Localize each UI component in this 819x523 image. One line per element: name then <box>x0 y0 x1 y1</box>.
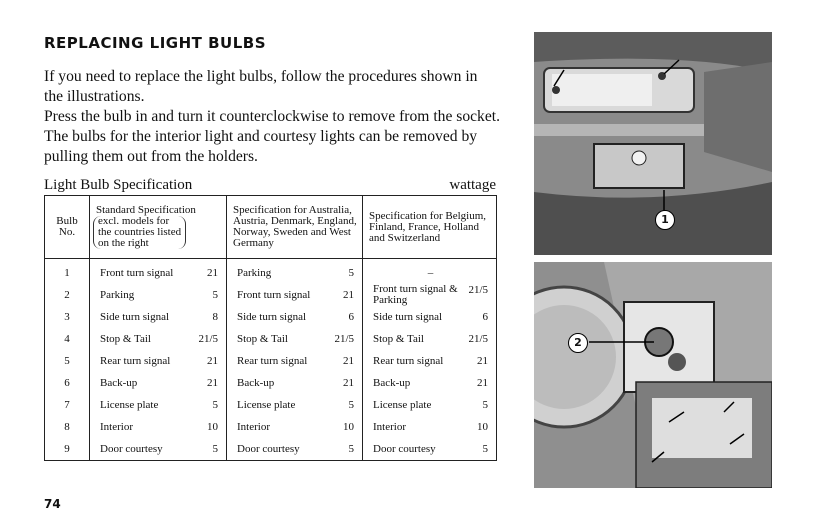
spec-heading-row <box>44 177 496 194</box>
bulb-number: 2 <box>45 284 90 306</box>
australia-wattage: 21 <box>343 377 354 389</box>
standard-wattage: 10 <box>207 421 218 433</box>
table-row <box>45 350 497 372</box>
table-row <box>45 328 497 350</box>
standard-bulb-name: Interior <box>100 421 133 433</box>
belgium-cell <box>363 372 497 394</box>
standard-wattage: 5 <box>212 289 218 301</box>
table-row <box>45 306 497 328</box>
table-row <box>45 394 497 416</box>
belgium-wattage: 21 <box>477 377 488 389</box>
rear-lamp-photo <box>534 262 772 488</box>
belgium-cell <box>363 350 497 372</box>
australia-wattage: 5 <box>348 267 354 279</box>
australia-cell <box>227 416 363 438</box>
australia-bulb-name: Stop & Tail <box>237 333 288 345</box>
belgium-wattage: 5 <box>482 443 488 455</box>
belgium-wattage: 5 <box>482 399 488 411</box>
header-australia: Specification for Australia, Austria, Denmark, England, Norway, Sweden and West Germany <box>227 196 363 259</box>
belgium-cell <box>363 328 497 350</box>
standard-cell <box>90 372 227 394</box>
australia-bulb-name: Back-up <box>237 377 275 389</box>
table-header-row <box>45 196 497 259</box>
belgium-bulb-name: Stop & Tail <box>373 333 424 345</box>
belgium-wattage: 10 <box>477 421 488 433</box>
australia-wattage: 5 <box>348 443 354 455</box>
australia-bulb-name: Side turn signal <box>237 311 307 323</box>
standard-bulb-name: Front turn signal <box>100 267 174 279</box>
callout-1: 1 <box>655 210 675 230</box>
standard-wattage: 21 <box>207 355 218 367</box>
belgium-cell <box>363 438 497 461</box>
australia-cell <box>227 284 363 306</box>
australia-wattage: 21 <box>343 355 354 367</box>
table-row <box>45 284 497 306</box>
standard-cell <box>90 284 227 306</box>
standard-cell <box>90 259 227 285</box>
australia-cell <box>227 328 363 350</box>
australia-cell <box>227 350 363 372</box>
standard-cell <box>90 350 227 372</box>
australia-bulb-name: Rear turn signal <box>237 355 308 367</box>
bulb-number: 9 <box>45 438 90 461</box>
belgium-bulb-name: Side turn signal <box>373 311 443 323</box>
belgium-bulb-name: Rear turn signal <box>373 355 444 367</box>
header-standard-brace <box>93 216 186 249</box>
australia-bulb-name: Front turn signal <box>237 289 311 301</box>
header-standard-line4: on the right <box>98 237 149 249</box>
rear-lamp-illustration <box>534 262 772 488</box>
belgium-cell <box>363 394 497 416</box>
australia-bulb-name: Door courtesy <box>237 443 300 455</box>
bulb-number: 8 <box>45 416 90 438</box>
standard-bulb-name: License plate <box>100 399 159 411</box>
standard-bulb-name: Door courtesy <box>100 443 163 455</box>
belgium-wattage: 21/5 <box>468 284 488 296</box>
standard-cell <box>90 438 227 461</box>
header-belgium: Specification for Belgium, Finland, France, Holland and Switzerland <box>363 196 497 259</box>
australia-cell <box>227 259 363 285</box>
belgium-wattage: 6 <box>482 311 488 323</box>
page-title: REPLACING LIGHT BULBS <box>44 34 267 52</box>
bulb-number: 6 <box>45 372 90 394</box>
wattage-label: wattage <box>449 177 496 193</box>
header-standard-line2: excl. models for <box>98 215 170 227</box>
belgium-bulb-name: Front turn signal & Parking <box>373 283 458 306</box>
bulb-number: 7 <box>45 394 90 416</box>
standard-bulb-name: Side turn signal <box>100 311 170 323</box>
belgium-wattage: 21/5 <box>468 333 488 345</box>
bulb-number: 4 <box>45 328 90 350</box>
standard-bulb-name: Back-up <box>100 377 138 389</box>
australia-wattage: 21 <box>343 289 354 301</box>
bulb-spec-table <box>44 195 497 461</box>
intro-paragraph-1: If you need to replace the light bulbs, follow the procedures shown in the illustrations. <box>44 68 478 105</box>
belgium-bulb-name: Back-up <box>373 377 411 389</box>
standard-cell <box>90 416 227 438</box>
page-number: 74 <box>44 497 61 511</box>
header-bulb-no: Bulb No. <box>45 196 90 259</box>
australia-wattage: 6 <box>348 311 354 323</box>
front-lamp-illustration <box>534 32 772 255</box>
belgium-bulb-name: Interior <box>373 421 406 433</box>
standard-wattage: 8 <box>212 311 218 323</box>
belgium-bulb-name: Door courtesy <box>373 443 436 455</box>
spec-heading: Light Bulb Specification <box>44 177 193 193</box>
standard-bulb-name: Parking <box>100 289 135 301</box>
belgium-wattage: 21 <box>477 355 488 367</box>
australia-bulb-name: Parking <box>237 267 272 279</box>
australia-cell <box>227 372 363 394</box>
australia-cell <box>227 438 363 461</box>
standard-bulb-name: Stop & Tail <box>100 333 151 345</box>
belgium-cell <box>363 416 497 438</box>
table-row <box>45 372 497 394</box>
standard-wattage: 21 <box>207 267 218 279</box>
standard-cell <box>90 328 227 350</box>
standard-wattage: 21/5 <box>198 333 218 345</box>
australia-bulb-name: Interior <box>237 421 270 433</box>
table-row <box>45 416 497 438</box>
standard-cell <box>90 394 227 416</box>
australia-wattage: 10 <box>343 421 354 433</box>
front-lamp-photo <box>534 32 772 255</box>
intro-paragraph-2: Press the bulb in and turn it counterclockwise to remove from the socket. The bulbs for the interior light and courtesy lights can be removed by pulling them out from the holders. <box>44 108 501 165</box>
standard-wattage: 21 <box>207 377 218 389</box>
standard-wattage: 5 <box>212 443 218 455</box>
bulb-number: 3 <box>45 306 90 328</box>
belgium-cell <box>363 284 497 306</box>
standard-wattage: 5 <box>212 399 218 411</box>
bulb-number: 1 <box>45 259 90 285</box>
bulb-number: 5 <box>45 350 90 372</box>
table-row <box>45 259 497 285</box>
callout-2: 2 <box>568 333 588 353</box>
australia-bulb-name: License plate <box>237 399 296 411</box>
header-standard-line1: Standard Specification <box>96 204 196 216</box>
australia-cell <box>227 394 363 416</box>
table-row <box>45 438 497 461</box>
australia-wattage: 21/5 <box>334 333 354 345</box>
belgium-bulb-name: License plate <box>373 399 432 411</box>
standard-cell <box>90 306 227 328</box>
standard-bulb-name: Rear turn signal <box>100 355 171 367</box>
australia-cell <box>227 306 363 328</box>
belgium-bulb-name: – <box>427 267 434 279</box>
intro-text <box>44 67 500 167</box>
belgium-cell <box>363 259 497 285</box>
header-standard <box>90 196 227 259</box>
australia-wattage: 5 <box>348 399 354 411</box>
header-standard-line3: the countries listed <box>98 226 182 238</box>
belgium-cell <box>363 306 497 328</box>
